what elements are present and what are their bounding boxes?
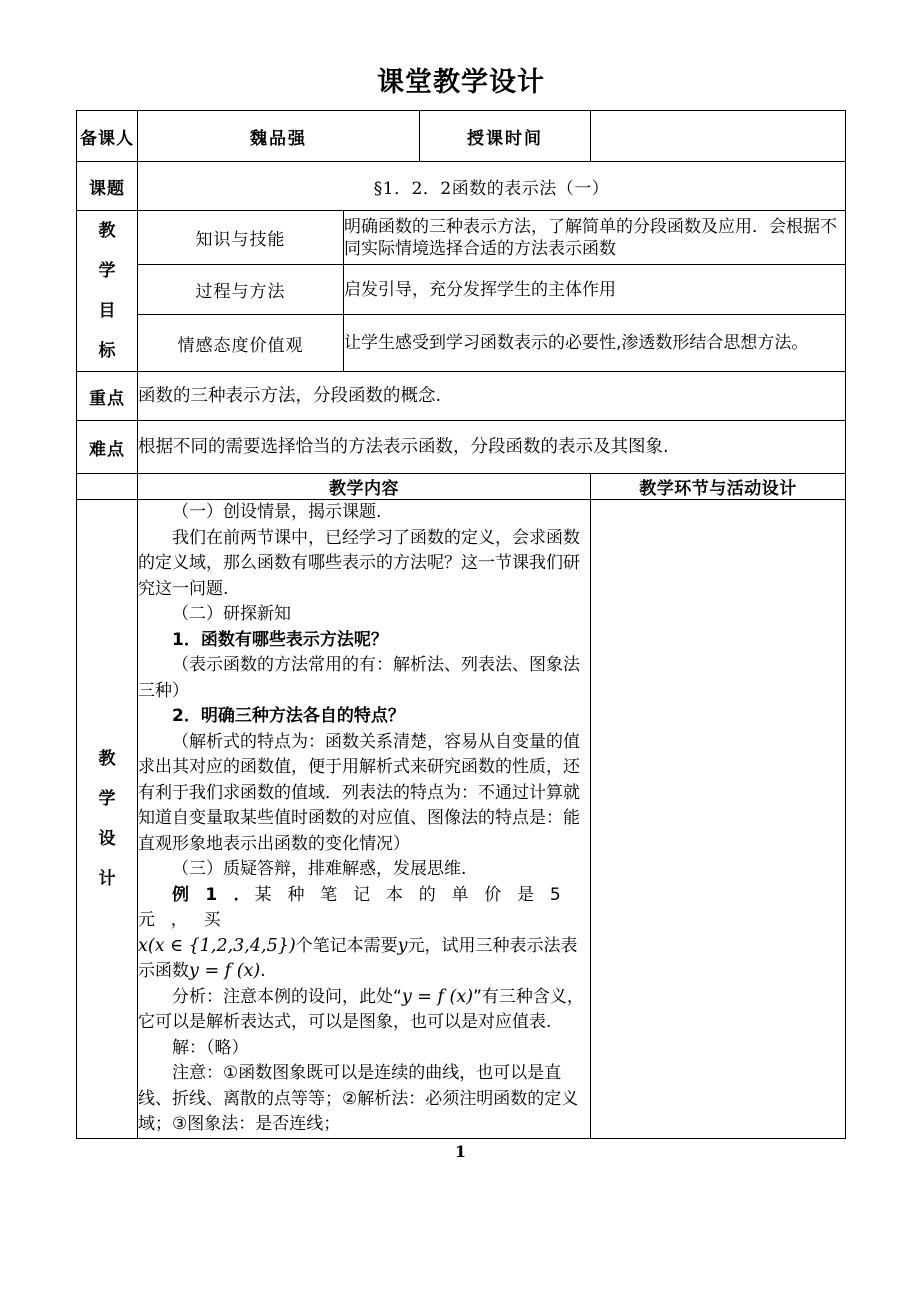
content-paragraph-3: 1．函数有哪些表示方法呢？ xyxy=(172,629,388,650)
content-paragraph-0: （一）创设情景，揭示课题. xyxy=(172,502,382,522)
content-paragraph-6: （解析式的特点为：函数关系清楚，容易从自变量的值求出其对应的函数值，便于用解析式来研究函数的性质，还有利于我们求函数的值域．列表法的特点为：不通过计算就知道自变量取某些值时函数的对应值、图像法的特点是：能直观形象地表示出函数的变化情况） xyxy=(138,731,580,854)
example-lead-text: 某 种 笔 记 本 的 单 价 是 5 元 ， 买 xyxy=(138,884,565,930)
preparer-label: 备课人 xyxy=(77,111,138,162)
analysis-line xyxy=(138,985,590,1036)
key-point-text: 函数的三种表示方法，分段函数的概念. xyxy=(138,372,846,421)
teaching-content-cell xyxy=(138,500,591,1139)
design-label-char-3: 计 xyxy=(98,868,116,889)
example-math-function: y = f (x) xyxy=(189,961,261,981)
example-var-y: y xyxy=(397,935,408,956)
objectives-label-char-0: 教 xyxy=(98,221,116,241)
objective-text-attitude: 让学生感受到学习函数表示的必要性,渗透数形结合思想方法。 xyxy=(344,315,846,372)
example-unit-yuan: 元，试用三种表示法表示函数 xyxy=(138,935,578,981)
table-row-objective-process xyxy=(77,265,846,315)
example-domain-line xyxy=(138,934,590,985)
table-row-topic xyxy=(77,162,846,211)
example-period: . xyxy=(260,961,266,981)
table-row-difficult-point xyxy=(77,421,846,474)
page-number: 1 xyxy=(454,1142,467,1161)
objectives-label-char-3: 标 xyxy=(98,341,116,361)
objectives-label xyxy=(77,211,138,372)
objective-name-process: 过程与方法 xyxy=(138,265,344,315)
objective-name-attitude: 情感态度价值观 xyxy=(138,315,344,372)
content-paragraph-5: 2．明确三种方法各自的特点？ xyxy=(172,706,405,726)
design-label-char-0: 教 xyxy=(98,748,116,769)
topic-label: 课题 xyxy=(77,162,138,211)
objectives-label-char-1: 学 xyxy=(98,261,116,281)
example-lead-line xyxy=(138,883,590,934)
table-row-objective-knowledge xyxy=(77,211,846,265)
class-time-label: 授课时间 xyxy=(420,111,591,162)
difficult-point-text: 根据不同的需要选择恰当的方法表示函数，分段函数的表示及其图象. xyxy=(138,421,846,474)
content-paragraph-4: （表示函数的方法常用的有：解析法、列表法、图象法三种） xyxy=(138,655,580,701)
notes-line: 注意：①函数图象既可以是连续的曲线，也可以是直线、折线、离散的点等等；②解析法：必须注明函数的定义域；③图象法：是否连线； xyxy=(138,1063,579,1134)
content-column-header: 教学内容 xyxy=(138,474,591,500)
table-row-objective-attitude xyxy=(77,315,846,372)
design-header-spacer xyxy=(77,474,138,500)
content-paragraph-1: 我们在前两节课中，已经学习了函数的定义，会求函数的定义域，那么函数有哪些表示的方法呢？这一节课我们研究这一问题. xyxy=(138,527,580,599)
activity-design-cell xyxy=(591,500,846,1139)
difficult-point-label: 难点 xyxy=(77,421,138,474)
objective-name-knowledge: 知识与技能 xyxy=(138,211,344,265)
analysis-math-function: y = f (x) xyxy=(401,986,474,1007)
example-math-domain: x(x ∈ {1,2,3,4,5}) xyxy=(138,935,296,956)
design-label-char-2: 设 xyxy=(98,828,116,849)
objective-text-process: 启发引导，充分发挥学生的主体作用 xyxy=(344,265,846,315)
table-row-preparer xyxy=(77,111,846,162)
objectives-label-char-2: 目 xyxy=(98,301,116,321)
table-row-key-point xyxy=(77,372,846,421)
table-row-design-body xyxy=(77,500,846,1139)
objective-text-knowledge: 明确函数的三种表示方法，了解简单的分段函数及应用．会根据不同实际情境选择合适的方法表示函数 xyxy=(344,211,846,265)
solution-line: 解：（略） xyxy=(172,1037,249,1058)
activity-column-header: 教学环节与活动设计 xyxy=(591,474,846,500)
topic-value: §1．2．2函数的表示法（一） xyxy=(138,162,846,211)
lesson-plan-table xyxy=(76,110,846,1139)
example-number: 例 1 ． xyxy=(172,884,255,905)
design-label xyxy=(77,500,138,1139)
design-label-char-1: 学 xyxy=(98,788,116,809)
example-after-domain: 个笔记本需要 xyxy=(295,935,398,956)
analysis-suffix: ”有三种含义，它可以是解析表达式，可以是图象，也可以是对应值表. xyxy=(138,986,584,1032)
table-row-content-header xyxy=(77,474,846,500)
page-title: 课堂教学设计 xyxy=(377,67,545,98)
class-time-value xyxy=(591,111,846,162)
content-paragraph-2: （二）研探新知 xyxy=(172,604,291,624)
analysis-prefix: 分析：注意本例的设问，此处“ xyxy=(172,986,402,1007)
content-paragraph-7: （三）质疑答辩，排难解惑，发展思维. xyxy=(172,859,467,879)
preparer-name: 魏品强 xyxy=(138,111,420,162)
key-point-label: 重点 xyxy=(77,372,138,421)
